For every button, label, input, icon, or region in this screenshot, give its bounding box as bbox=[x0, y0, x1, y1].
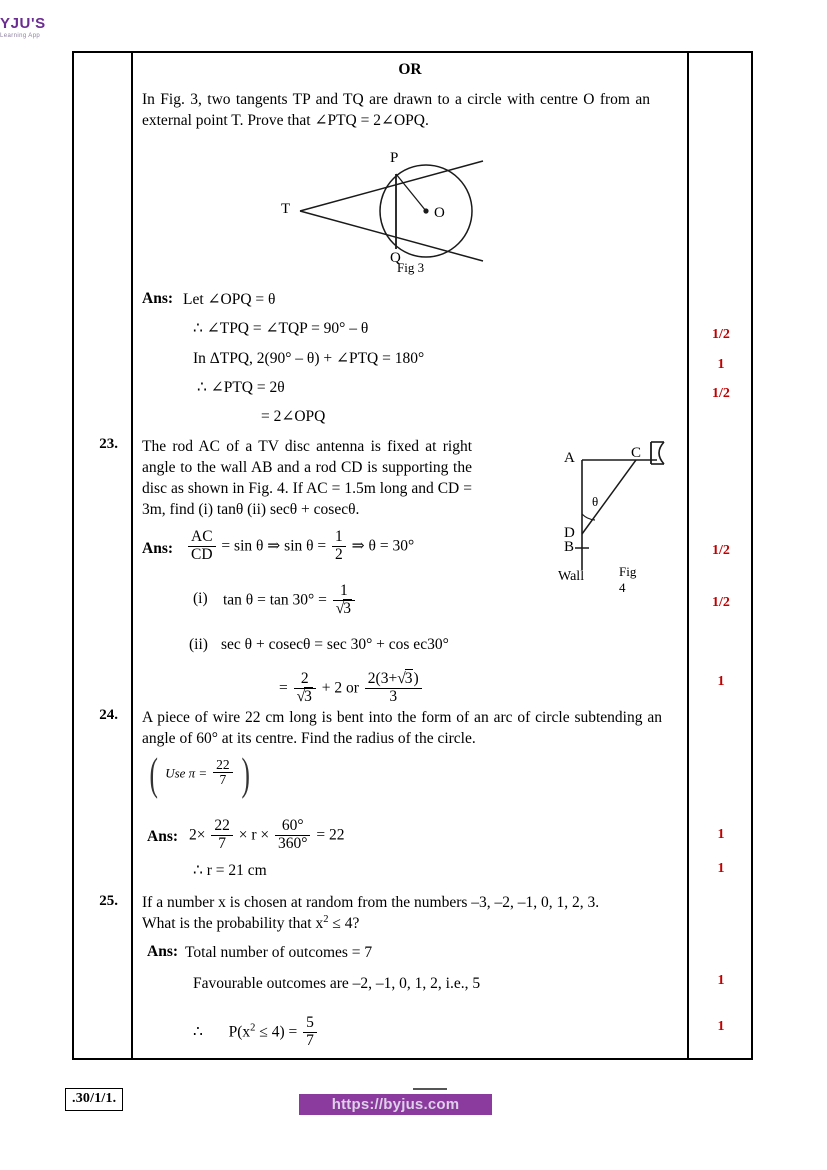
answer-label-23: Ans: bbox=[142, 540, 174, 557]
answer-23-step-i bbox=[223, 583, 357, 617]
answer-label-or: Ans: bbox=[142, 290, 174, 307]
right-paren-icon: ) bbox=[241, 748, 251, 799]
radical-icon: √3 bbox=[335, 599, 351, 617]
byjus-logo bbox=[0, 16, 82, 46]
question-25-text-line-1: If a number x is chosen at random from the numbers –3, –2, –1, 0, 1, 2, 3. bbox=[142, 894, 600, 911]
fraction-one-half: $\frac{1}{2}$ bbox=[332, 529, 346, 563]
fraction-two-three-plus-root-three-over-three: $\frac{2(3+√3)}{3}$ bbox=[365, 671, 422, 705]
fraction-ac-cd: $\frac{AC}{CD}$ bbox=[188, 529, 216, 563]
figure-4-caption: Fig 4 bbox=[619, 564, 637, 595]
mark-24-1: 1 bbox=[717, 827, 725, 842]
mark-23-3: 1 bbox=[717, 674, 725, 689]
question-number-column bbox=[74, 53, 131, 1058]
figure-4-label-B: B bbox=[564, 539, 575, 555]
answer-or-step-3: In ΔTPQ, 2(90° – θ) + ∠PTQ = 180° bbox=[193, 350, 425, 367]
byjus-logo-wordmark: YJU'S bbox=[0, 15, 46, 32]
answer-label-25: Ans: bbox=[147, 943, 179, 960]
figure-3-label-T: T bbox=[281, 201, 291, 217]
question-or-text: In Fig. 3, two tangents TP and TQ are drawn to a circle with centre O from an external point T. Prove that ∠PTQ = 2∠OPQ. bbox=[142, 91, 650, 129]
mark-or-2: 1 bbox=[717, 357, 725, 372]
answer-24-mid: × r × bbox=[238, 826, 270, 844]
figure-3-label-P: P bbox=[390, 150, 399, 166]
figure-3-label-O: O bbox=[434, 205, 445, 221]
question-number-24: 24. bbox=[99, 707, 118, 723]
answer-24-tail: = 22 bbox=[316, 826, 345, 844]
question-25-text-line-2: What is the probability that $x^2 \le 4$? bbox=[142, 913, 360, 932]
figure-3-caption: Fig 3 bbox=[397, 260, 425, 275]
answer-25-therefore: ∴ bbox=[193, 1023, 203, 1041]
byjus-url-watermark bbox=[299, 1094, 492, 1115]
fraction-two-over-root-three: $\frac{2}{√3}$ bbox=[294, 671, 316, 705]
answer-24-step-2: ∴ r = 21 cm bbox=[193, 862, 267, 879]
answer-23-result-eq: = bbox=[279, 679, 288, 697]
watermark-tick-mark bbox=[413, 1088, 447, 1090]
answer-23-tan-expr: tan θ = tan 30° = bbox=[223, 591, 327, 609]
answer-24-step-1 bbox=[189, 818, 344, 852]
answer-25-step-1: Total number of outcomes = 7 bbox=[185, 944, 373, 961]
mark-or-1: 1/2 bbox=[712, 327, 730, 342]
fraction-22-over-7: $\frac{22}{7}$ bbox=[211, 818, 233, 852]
answer-23-eq2: ⇒ θ = 30° bbox=[351, 537, 415, 555]
page-code-badge: .30/1/1. bbox=[65, 1088, 123, 1111]
answer-23-step-ii-result bbox=[279, 671, 424, 705]
answer-key-table bbox=[72, 51, 753, 1060]
answer-or-step-1: Let ∠OPQ = θ bbox=[183, 291, 276, 308]
radical-icon: √3 bbox=[296, 687, 312, 705]
figure-4-wall-label: Wall bbox=[558, 569, 585, 584]
radical-icon: √3 bbox=[397, 670, 413, 687]
answer-23-plus-two: + 2 or bbox=[321, 679, 359, 697]
answer-body-column bbox=[133, 53, 687, 1058]
question-24-note-prefix: Use π = bbox=[165, 765, 208, 781]
mark-25-1: 1 bbox=[717, 973, 725, 988]
mark-23-1: 1/2 bbox=[712, 543, 730, 558]
left-paren-icon: ( bbox=[149, 748, 158, 799]
answer-or-step-5: = 2∠OPQ bbox=[261, 408, 326, 425]
or-heading: OR bbox=[398, 61, 422, 78]
answer-23-step-i-label: (i) bbox=[193, 590, 208, 607]
figure-4-label-C: C bbox=[631, 445, 642, 461]
marks-column bbox=[689, 53, 753, 1058]
mark-23-2: 1/2 bbox=[712, 595, 730, 610]
mark-or-3: 1/2 bbox=[712, 386, 730, 401]
fraction-twentytwo-sevenths: $\frac{22}{7}$ bbox=[213, 758, 233, 788]
figure-4-label-D: D bbox=[564, 525, 575, 541]
mark-25-2: 1 bbox=[717, 1019, 725, 1034]
answer-23-step-ii-expr: sec θ + cosecθ = sec 30° + cos ec30° bbox=[221, 636, 449, 653]
figure-4-label-theta: θ bbox=[592, 494, 599, 509]
byjus-logo-tagline: Learning App bbox=[0, 33, 41, 39]
fraction-60-over-360: $\frac{60^\circ}{360^\circ}$ bbox=[275, 818, 310, 852]
question-23-text: The rod AC of a TV disc antenna is fixed at right angle to the wall AB and a rod CD is supporting the disc as shown in Fig. 4. If AC = 1.5m long and CD = 3m, find (i) tanθ (ii) secθ + cosecθ. bbox=[142, 438, 472, 518]
answer-25-step-3: ∴ $P(x^2 \le 4)$ = $\frac{5}{7}$ bbox=[193, 1015, 319, 1049]
answer-23-step-1 bbox=[186, 529, 414, 563]
figure-4-label-A: A bbox=[564, 450, 575, 466]
mark-24-2: 1 bbox=[717, 861, 725, 876]
answer-23-eq1: = sin θ ⇒ sin θ = bbox=[221, 537, 327, 555]
answer-or-step-4: ∴ ∠PTQ = 2θ bbox=[197, 379, 285, 396]
answer-25-step-2: Favourable outcomes are –2, –1, 0, 1, 2, i.e., 5 bbox=[193, 975, 481, 992]
answer-24-lead: 2× bbox=[189, 826, 206, 844]
question-number-23: 23. bbox=[99, 436, 118, 452]
figure-3-circle-tangents bbox=[283, 149, 503, 279]
answer-or-step-2: ∴ ∠TPQ = ∠TQP = 90° – θ bbox=[193, 320, 369, 337]
fraction-one-over-root-three: $\frac{1}{√3}$ bbox=[333, 583, 355, 617]
answer-label-24: Ans: bbox=[147, 828, 179, 845]
figure-3-label-Q: Q bbox=[390, 250, 401, 266]
question-number-25: 25. bbox=[99, 893, 118, 909]
question-24-text: A piece of wire 22 cm long is bent into the form of an arc of circle subtending an angle of 60° at its centre. Find the radius of the circle. bbox=[142, 709, 662, 747]
question-24-note bbox=[146, 748, 254, 799]
answer-23-step-ii-label: (ii) bbox=[189, 636, 208, 653]
fraction-five-sevenths: $\frac{5}{7}$ bbox=[303, 1015, 317, 1049]
watermark-url-text: https://byjus.com bbox=[331, 1096, 460, 1113]
